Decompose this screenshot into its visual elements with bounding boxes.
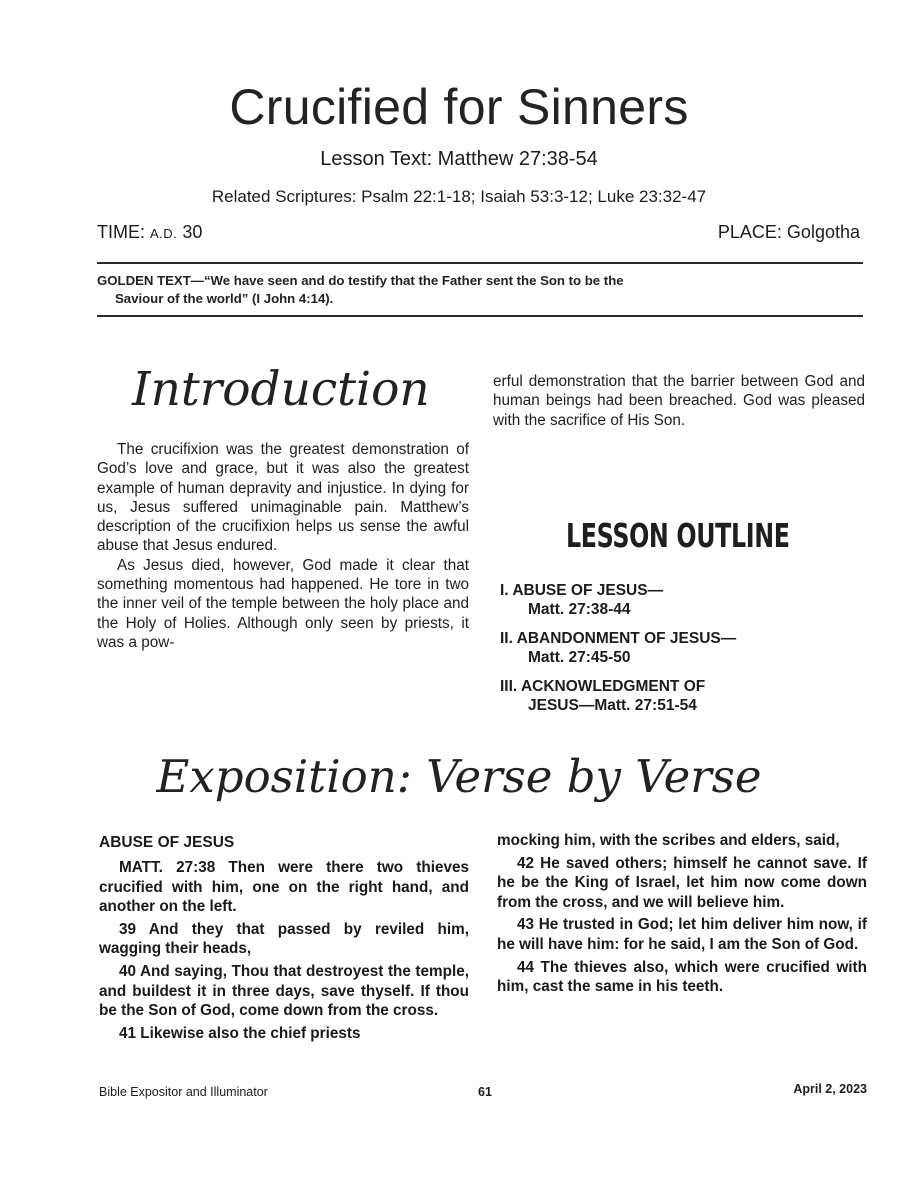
verse: MATT. 27:38 Then were there two thieves crucified with him, one on the right hand, and another on the left. [99, 859, 469, 916]
page-title: Crucified for Sinners [229, 79, 689, 135]
exposition-heading: Exposition: Verse by Verse [156, 750, 762, 803]
verse: 39 And they that passed by reviled him, wagging their heads, [99, 920, 469, 958]
golden-text [97, 272, 867, 308]
outline-item-title: I. ABUSE OF JESUS— [500, 582, 664, 599]
time-era: A.D. [150, 226, 178, 241]
intro-paragraph: As Jesus died, however, God made it clear that something momentous had happened. He tore in two the inner veil of the temple between the holy place and the Holy of Holies. Although only seen by priests, it was a pow- [97, 556, 469, 651]
time-info [97, 222, 202, 243]
introduction-body [97, 440, 469, 652]
top-divider [97, 262, 863, 264]
footer-page-number: 61 [478, 1085, 492, 1099]
verse: 44 The thieves also, which were crucified with him, cast the same in his teeth. [497, 958, 867, 996]
outline-heading: LESSON OUTLINE [566, 516, 790, 555]
outline-item-ref: Matt. 27:45-50 [528, 649, 631, 666]
time-label: TIME: [97, 222, 145, 242]
outline-item-title: II. ABANDONMENT OF JESUS— [500, 630, 737, 647]
verse-continuation: mocking him, with the scribes and elders, said, [497, 832, 840, 849]
golden-text-line2: Saviour of the world” (I John 4:14). [115, 291, 334, 306]
introduction-continuation [493, 372, 865, 430]
verses-right-column [497, 831, 867, 1000]
verse: 43 He trusted in God; let him deliver him now, if he will have him: for he said, I am the Son of God. [497, 916, 867, 953]
section-label: ABUSE OF JESUS [99, 834, 235, 851]
verse: 40 And saying, Thou that destroyest the temple, and buildest it in three days, save thyself. If thou be the Son of God, come down from the cross. [99, 962, 469, 1020]
footer-date: April 2, 2023 [793, 1082, 867, 1096]
verse: 41 Likewise also the chief priests [119, 1024, 361, 1042]
outline-item-ref: Matt. 27:38-44 [528, 601, 631, 618]
outline-item-ref: JESUS—Matt. 27:51-54 [528, 697, 697, 714]
golden-text-line1: GOLDEN TEXT—“We have seen and do testify that the Father sent the Son to be the [97, 273, 624, 288]
introduction-heading: Introduction [132, 362, 430, 417]
intro-paragraph: The crucifixion was the greatest demonstration of God’s love and grace, but it was also the greatest example of human depravity and injustice. In dying for us, Jesus suffered unimaginable pain. Matthew’s description of the crucifixion helps us sense the awful abuse that Jesus endured. [97, 441, 469, 555]
outline-item [500, 581, 870, 619]
time-year: 30 [182, 222, 203, 242]
verse: 42 He saved others; himself he cannot save. If he be the King of Israel, let him now come down from the cross, and we will believe him. [497, 854, 867, 911]
related-scriptures: Related Scriptures: Psalm 22:1-18; Isaiah 53:3-12; Luke 23:32-47 [211, 187, 707, 206]
outline-item [500, 677, 870, 715]
place-info: PLACE: Golgotha [717, 222, 860, 242]
intro-continuation-text: erful demonstration that the barrier between God and human beings had been breached. God was pleased with the sacrifice of His Son. [493, 373, 865, 429]
footer-publication: Bible Expositor and Illuminator [99, 1085, 268, 1099]
outline-item-title: III. ACKNOWLEDGMENT OF [500, 678, 706, 695]
lesson-outline [500, 581, 870, 725]
outline-item [500, 629, 870, 667]
lesson-text: Lesson Text: Matthew 27:38-54 [320, 148, 598, 170]
bottom-divider [97, 315, 863, 317]
verses-left-column [99, 858, 469, 1046]
